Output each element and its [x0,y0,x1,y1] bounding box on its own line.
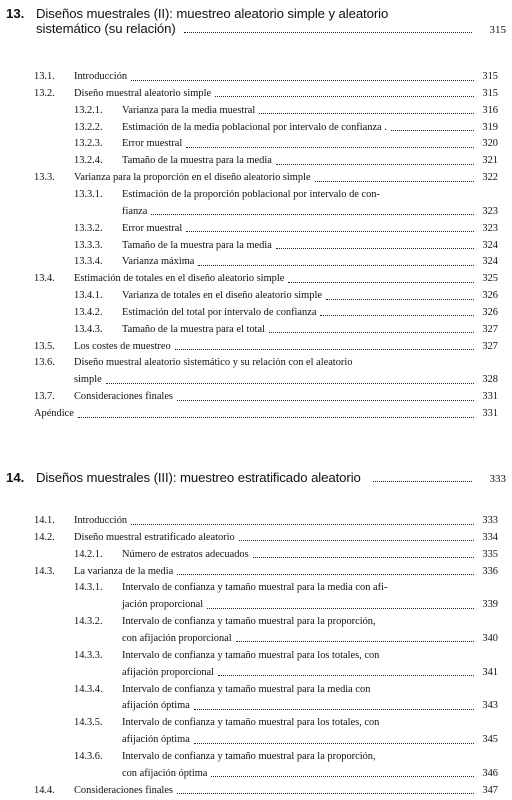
chapter-leader-dots [184,32,472,33]
entry-title: Consideraciones finales [74,391,173,403]
toc-entry[interactable] [0,716,498,750]
toc-entry[interactable] [0,581,498,615]
chapter-title-line1: Diseños muestrales (II): muestreo aleatorio simple y aleatorio [36,6,389,21]
chapter-number: 13. [6,6,25,21]
entry-page-number: 327 [482,340,498,352]
toc-entry[interactable] [0,272,498,289]
entry-page-number: 340 [482,632,498,644]
entry-title: La varianza de la media [74,565,174,577]
entry-title: Intervalo de confianza y tamaño muestral para los totales, con [122,717,380,729]
entry-number: 14.3.1. [74,582,103,594]
entry-leader-dots [239,540,474,541]
entry-number: 13.4.2. [74,306,103,318]
chapter-title-line1: Diseños muestrales (III): muestreo estratificado aleatorio [36,470,361,485]
entry-number: 13.3. [34,172,55,184]
toc-entry[interactable] [0,548,498,565]
entry-title: Número de estratos adecuados [122,548,249,560]
entry-page-number: 331 [482,408,498,419]
entry-title: Consideraciones finales [74,784,173,796]
toc-entry[interactable] [0,750,498,784]
entry-leader-dots [276,248,474,249]
toc-entry[interactable] [0,565,498,582]
entry-title: Varianza de totales en el diseño aleatorio simple [122,290,322,302]
entry-title-continued: simple [74,374,102,386]
entry-number: 14.3.3. [74,649,103,661]
toc-entry[interactable] [0,255,498,272]
entry-page-number: 326 [482,306,498,318]
entry-leader-dots [326,299,474,300]
entry-title: Estimación del total por intervalo de confianza [122,306,317,318]
entry-page-number: 322 [482,172,498,184]
entry-number: 14.1. [34,515,55,526]
entry-leader-dots [320,315,474,316]
entry-number: 13.3.4. [74,256,103,268]
entry-title-continued: afijación óptima [122,734,190,746]
entry-number: 14.3. [34,565,55,577]
toc-entry[interactable] [0,222,498,239]
entry-leader-dots [211,776,474,777]
toc-entry[interactable] [0,514,498,531]
entry-number: 14.4. [34,784,55,796]
entry-leader-dots [177,400,474,401]
entry-leader-dots [194,743,474,744]
entry-page-number: 323 [482,222,498,234]
entry-page-number: 315 [482,71,498,82]
toc-entry[interactable] [0,356,498,390]
toc-entry[interactable] [0,683,498,717]
entry-page-number: 324 [482,239,498,251]
chapter-title [36,470,500,485]
entry-page-number: 334 [482,531,498,543]
toc-entry[interactable] [0,649,498,683]
entry-title: Intervalo de confianza y tamaño muestral para la proporción, [122,616,376,628]
toc-entry[interactable] [0,289,498,306]
entry-page-number: 325 [482,273,498,285]
entry-leader-dots [78,417,474,418]
entry-title: Intervalo de confianza y tamaño muestral para la media con [122,683,371,695]
entry-leader-dots [218,675,474,676]
entry-title-continued: con afijación óptima [122,767,208,779]
toc-entry[interactable] [0,323,498,340]
entry-leader-dots [186,231,474,232]
entry-leader-dots [269,332,474,333]
entry-title: Los costes de muestreo [74,340,171,352]
toc-entry[interactable] [0,87,498,104]
entry-number: 13.2. [34,87,55,99]
entry-title: Diseño muestral aleatorio sistemático y su relación con el aleatorio [74,357,353,369]
toc-entry[interactable] [0,188,498,222]
entry-title-continued: afijación proporcional [122,666,215,678]
toc-entry[interactable] [0,70,498,87]
entry-title: Estimación de la media poblacional por intervalo de confianza . [122,121,387,133]
entry-page-number: 335 [482,548,498,560]
toc-entry[interactable] [0,407,498,424]
entry-page-number: 339 [482,599,498,611]
entry-leader-dots [207,608,474,609]
toc-entry[interactable] [0,154,498,171]
entry-number: 13.3.1. [74,188,103,200]
entry-title: Diseño muestral estratificado aleatorio [74,531,235,543]
entry-number: 14.2.1. [74,548,103,560]
entry-title: Intervalo de confianza y tamaño muestral para los totales, con [122,649,380,661]
entry-number: 13.2.4. [74,155,103,167]
entry-page-number: 324 [482,256,498,268]
entry-page-number: 333 [482,515,498,526]
toc-entry[interactable] [0,615,498,649]
entry-number: 13.3.2. [74,222,103,234]
chapter-page-number: 333 [489,473,506,485]
entry-page-number: 316 [482,104,498,116]
entry-number: 14.3.4. [74,683,103,695]
entry-number: 13.4.3. [74,323,103,335]
entry-page-number: 326 [482,290,498,302]
entry-title: Tamaño de la muestra para el total [122,323,265,335]
toc-entry[interactable] [0,239,498,256]
entry-leader-dots [259,113,474,114]
entry-leader-dots [175,349,474,350]
entry-leader-dots [236,641,474,642]
entry-title-continued: jación proporcional [122,599,204,611]
toc-entry[interactable] [0,784,498,800]
entry-page-number: 323 [482,205,498,217]
entry-number: 14.3.6. [74,750,103,762]
chapter-title-line2: sistemático (su relación) [36,21,176,36]
entry-title-continued: afijación óptima [122,700,190,712]
entry-title: Estimación de totales en el diseño aleatorio simple [74,273,285,285]
entry-leader-dots [194,709,474,710]
entry-leader-dots [131,524,474,525]
entry-leader-dots [177,793,474,794]
entry-page-number: 327 [482,323,498,335]
entry-title: Diseño muestral aleatorio simple [74,87,212,99]
toc-entry[interactable] [0,340,498,357]
toc-entry[interactable] [0,306,498,323]
toc-entry[interactable] [0,121,498,138]
entry-title: Varianza para la media muestral [122,104,256,116]
entry-number: 13.2.3. [74,138,103,150]
chapter-leader-dots [373,481,472,482]
entry-title: Tamaño de la muestra para la media [122,155,272,167]
entry-page-number: 343 [482,700,498,712]
entry-number: 13.2.2. [74,121,103,133]
entry-number: 13.4. [34,273,55,285]
entry-leader-dots [315,181,474,182]
entry-title: Introducción [74,71,128,82]
entry-leader-dots [391,130,474,131]
entry-leader-dots [177,574,474,575]
entry-number: 13.1. [34,71,55,82]
entry-title: Tamaño de la muestra para la media [122,239,272,251]
entry-page-number: 331 [482,391,498,403]
entry-leader-dots [276,164,474,165]
entry-number: 14.3.2. [74,616,103,628]
toc-entry[interactable] [0,137,498,154]
entry-title: Estimación de la proporción poblacional por intervalo de con- [122,188,380,200]
entry-number: 13.3.3. [74,239,103,251]
entry-page-number: 347 [482,784,498,796]
toc-entry[interactable] [0,390,498,407]
entry-page-number: 315 [482,87,498,99]
entry-page-number: 321 [482,155,498,167]
entry-title: Varianza máxima [122,256,195,268]
entry-page-number: 336 [482,565,498,577]
entry-title-continued: fianza [122,205,148,217]
entry-title-continued: con afijación proporcional [122,632,232,644]
entry-title: Apéndice [34,408,74,419]
entry-leader-dots [151,214,474,215]
entry-number: 13.4.1. [74,290,103,302]
toc-entry[interactable] [0,171,498,188]
entry-page-number: 320 [482,138,498,150]
entry-leader-dots [215,96,474,97]
entry-leader-dots [131,80,474,81]
toc-entry[interactable] [0,531,498,548]
entry-leader-dots [106,383,474,384]
entry-number: 13.5. [34,340,55,352]
entry-number: 13.7. [34,391,55,403]
chapter-page-number: 315 [489,24,506,36]
entry-page-number: 345 [482,734,498,746]
entry-page-number: 341 [482,666,498,678]
entry-leader-dots [198,265,474,266]
entry-leader-dots [253,557,474,558]
entry-number: 14.3.5. [74,717,103,729]
entry-title: Varianza para la proporción en el diseño aleatorio simple [74,172,311,184]
entry-page-number: 319 [482,121,498,133]
entry-title: Intervalo de confianza y tamaño muestral para la proporción, [122,750,376,762]
entry-number: 14.2. [34,531,55,543]
toc-entry[interactable] [0,104,498,121]
entry-page-number: 328 [482,374,498,386]
entry-title: Introducción [74,515,128,526]
entry-leader-dots [186,147,474,148]
entry-number: 13.2.1. [74,104,103,116]
entry-number: 13.6. [34,357,55,369]
entry-page-number: 346 [482,767,498,779]
entry-leader-dots [288,282,474,283]
entry-title: Error muestral [122,138,183,150]
entry-title: Intervalo de confianza y tamaño muestral para la media con afi- [122,582,388,594]
entry-title: Error muestral [122,222,183,234]
chapter-number: 14. [6,470,25,485]
